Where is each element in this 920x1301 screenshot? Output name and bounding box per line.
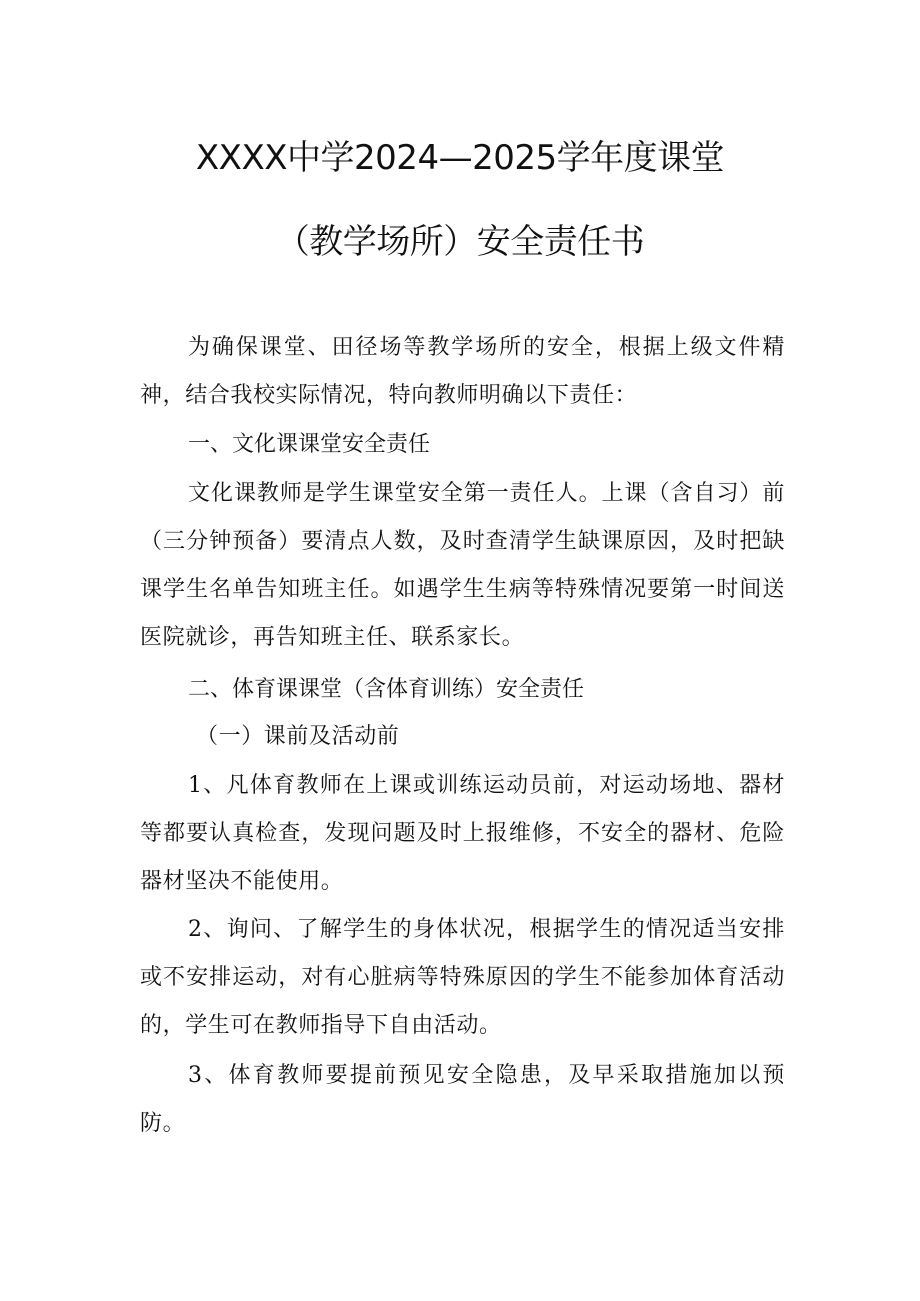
section-2-item-1: 1、凡体育教师在上课或训练运动员前，对运动场地、器材等都要认真检查，发现问题及时上报维修，不安全的器材、危险器材坚决不能使用。 bbox=[140, 773, 785, 894]
intro-paragraph: 为确保课堂、田径场等教学场所的安全，根据上级文件精神，结合我校实际情况，特向教师明确以下责任： bbox=[140, 335, 785, 408]
section-2-subheading: （一）课前及活动前 bbox=[196, 724, 400, 749]
section-1-paragraph: 文化课教师是学生课堂安全第一责任人。上课（含自习）前（三分钟预备）要清点人数，及时查清学生缺课原因，及时把缺课学生名单告知班主任。如遇学生生病等特殊情况要第一时间送医院就诊，再告知班主任、联系家长。 bbox=[140, 481, 785, 650]
section-2-item-2: 2、询问、了解学生的身体状况，根据学生的情况适当安排或不安排运动，对有心脏病等特殊原因的学生不能参加体育活动的，学生可在教师指导下自由活动。 bbox=[140, 917, 785, 1038]
section-2-heading: 二、体育课课堂（含体育训练）安全责任 bbox=[188, 677, 585, 702]
section-1-heading: 一、文化课课堂安全责任 bbox=[188, 432, 431, 457]
document-title-line-1: XXXX中学2024—2025学年度课堂 bbox=[195, 138, 725, 178]
section-2-item-3: 3、体育教师要提前预见安全隐患，及早采取措施加以预防。 bbox=[140, 1063, 785, 1136]
document-title-line-2: （教学场所）安全责任书 bbox=[275, 222, 645, 262]
